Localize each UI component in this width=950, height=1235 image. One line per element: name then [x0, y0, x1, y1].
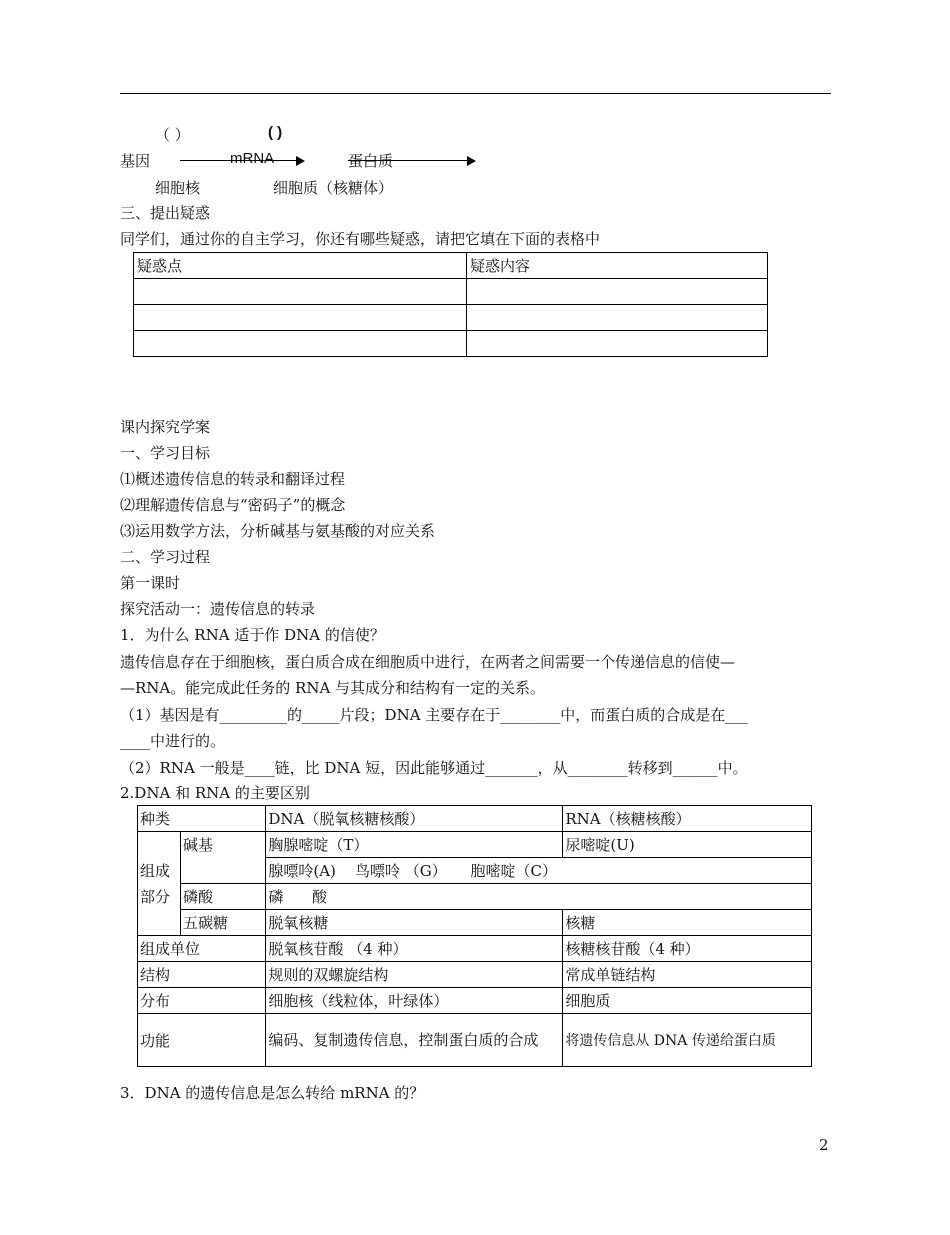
doubt-table: [133, 252, 768, 357]
nucleus-label: 细胞核: [155, 179, 201, 197]
translation-blank: ( ): [268, 124, 283, 141]
rna-header: RNA（核糖核酸）: [563, 806, 812, 832]
structure-rna: 常成单链结构: [563, 962, 812, 988]
doubt-content-cell[interactable]: [467, 331, 768, 357]
header-rule: [120, 93, 831, 94]
section-intro: 同学们，通过你的自主学习，你还有哪些疑惑，请把它填在下面的表格中: [120, 230, 601, 248]
page-number: 2: [819, 1136, 829, 1154]
base-label: 碱基: [181, 832, 266, 884]
objective-item: ⑶运用数学方法，分析碱基与氨基酸的对应关系: [120, 522, 436, 540]
fill-blank-1-cont: ____中进行的。: [120, 732, 226, 750]
table-row: [138, 884, 812, 910]
sugar-rna: 核糖: [563, 910, 812, 936]
doubt-point-cell[interactable]: [134, 331, 467, 357]
objectives-heading: 一、学习目标: [120, 444, 211, 462]
function-label: 功能: [138, 1014, 266, 1067]
table-row: [138, 1014, 812, 1067]
table-row: [134, 331, 768, 357]
objective-item: ⑵理解遗传信息与“密码子”的概念: [120, 496, 346, 514]
question-3: 3．DNA 的遗传信息是怎么转给 mRNA 的？: [120, 1084, 425, 1102]
table-row: [134, 305, 768, 331]
function-rna: 将遗传信息从 DNA 传递给蛋白质: [563, 1014, 812, 1067]
doubt-point-cell[interactable]: [134, 279, 467, 305]
table-row: [138, 832, 812, 858]
base-rna: 尿嘧啶(U): [563, 832, 812, 858]
mrna-label: mRNA: [230, 150, 275, 167]
table-row: [134, 279, 768, 305]
unit-rna: 核糖核苷酸（4 种）: [563, 936, 812, 962]
distribution-rna: 细胞质: [563, 988, 812, 1014]
lesson-title: 课内探究学案: [120, 418, 211, 436]
section-title: 三、提出疑惑: [120, 204, 211, 222]
cytoplasm-label: 细胞质（核糖体）: [273, 179, 394, 197]
base-dna: 胸腺嘧啶（T）: [266, 832, 563, 858]
process-heading: 二、学习过程: [120, 548, 211, 566]
doubt-point-header: 疑惑点: [134, 253, 467, 279]
activity-title: 探究活动一：遗传信息的转录: [120, 600, 316, 618]
protein-label: 蛋白质: [348, 152, 394, 170]
unit-label: 组成单位: [138, 936, 266, 962]
objective-item: ⑴概述遗传信息的转录和翻译过程: [120, 470, 346, 488]
doubt-point-cell[interactable]: [134, 305, 467, 331]
phosphate-label: 磷酸: [181, 884, 266, 910]
arrow-right-icon: [180, 160, 297, 161]
gene-label: 基因: [120, 152, 151, 170]
table-row: [138, 988, 812, 1014]
unit-dna: 脱氧核苷酸 （4 种）: [266, 936, 563, 962]
distribution-label: 分布: [138, 988, 266, 1014]
paragraph-line: 遗传信息存在于细胞核，蛋白质合成在细胞质中进行，在两者之间需要一个传递信息的信使—: [120, 653, 736, 671]
question-1: 1．为什么 RNA 适于作 DNA 的信使？: [120, 626, 385, 644]
fill-blank-1: （1）基因是有_________的_____片段；DNA 主要存在于________中，而蛋白质的合成是在___: [120, 706, 748, 724]
function-dna: 编码、复制遗传信息，控制蛋白质的合成: [266, 1014, 563, 1067]
transcription-blank: （ ）: [155, 126, 190, 144]
structure-dna: 规则的双螺旋结构: [266, 962, 563, 988]
doubt-content-cell[interactable]: [467, 305, 768, 331]
lesson-period: 第一课时: [120, 574, 181, 592]
table-row: [138, 962, 812, 988]
table-row: [138, 806, 812, 832]
fill-blank-2: （2）RNA 一般是____链，比 DNA 短，因此能够通过_______，从________转移到______中。: [120, 759, 748, 777]
distribution-dna: 细胞核（线粒体，叶绿体）: [266, 988, 563, 1014]
structure-label: 结构: [138, 962, 266, 988]
paragraph-line: —RNA。能完成此任务的 RNA 与其成分和结构有一定的关系。: [120, 679, 546, 697]
doubt-content-header: 疑惑内容: [467, 253, 768, 279]
dna-header: DNA（脱氧核糖核酸）: [266, 806, 563, 832]
sugar-label: 五碳糖: [181, 910, 266, 936]
kind-header: 种类: [138, 806, 266, 832]
question-2: 2.DNA 和 RNA 的主要区别: [120, 784, 310, 802]
arrow-right-icon: [348, 160, 468, 161]
dna-rna-compare-table: [137, 805, 812, 1067]
phosphate-value: 磷 酸: [266, 884, 812, 910]
table-row: [138, 910, 812, 936]
sugar-dna: 脱氧核糖: [266, 910, 563, 936]
base-common: 腺嘌呤(A) 鸟嘌呤 （G） 胞嘧啶（C）: [266, 858, 812, 884]
table-row: [138, 936, 812, 962]
doubt-content-cell[interactable]: [467, 279, 768, 305]
composition-label: 组成部分: [138, 832, 181, 936]
